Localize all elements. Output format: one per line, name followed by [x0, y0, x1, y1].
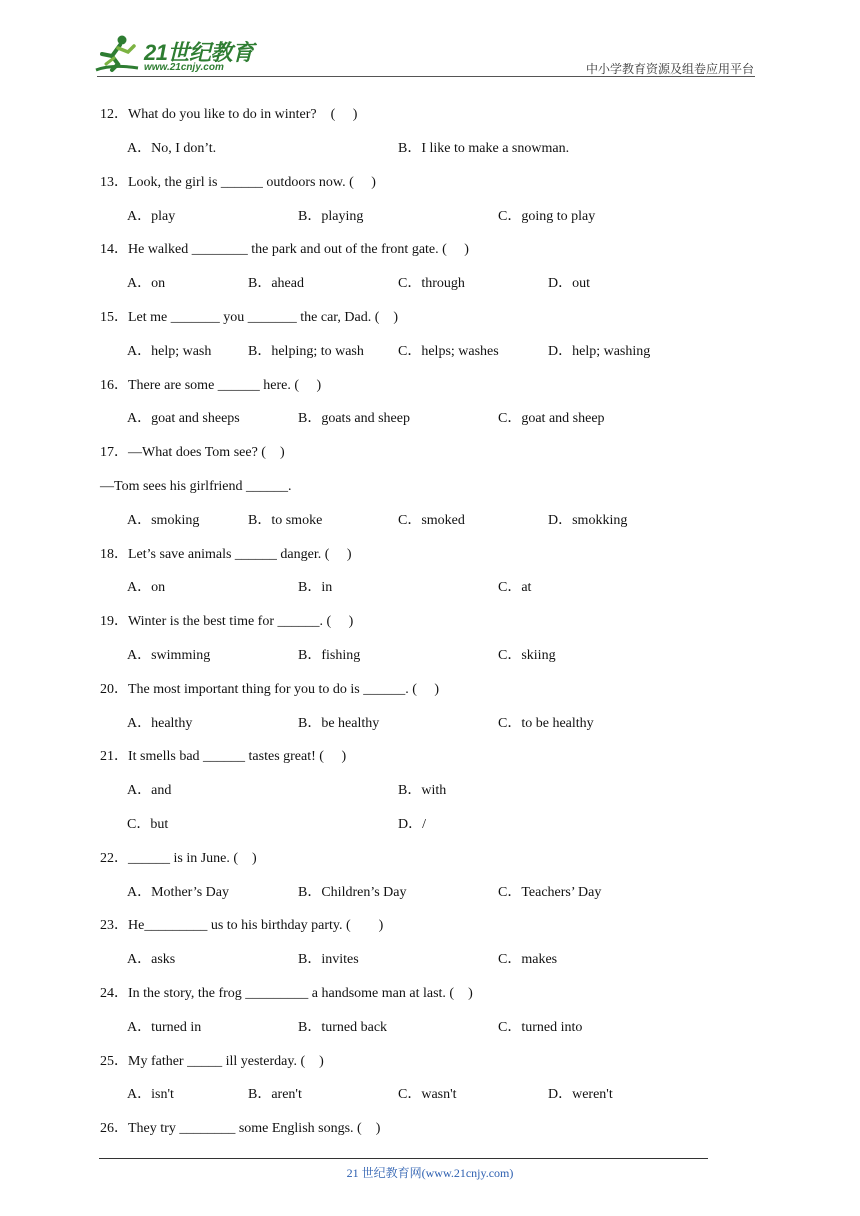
answer-option[interactable]: B．be healthy — [298, 716, 380, 731]
logo-title: 21世纪教育 — [144, 40, 254, 65]
question-text: 26．They try ________ some English songs. ( ) — [100, 1121, 381, 1136]
question-row — [0, 844, 860, 874]
options-row — [0, 709, 860, 739]
answer-option[interactable]: D．help; washing — [548, 344, 651, 359]
options-row — [0, 776, 860, 806]
runner-logo-icon — [92, 34, 142, 78]
answer-option[interactable]: C．helps; washes — [398, 344, 499, 359]
question-dialogue-line — [0, 472, 860, 502]
question-text: 16．There are some ______ here. ( ) — [100, 378, 322, 393]
answer-option[interactable]: D．out — [548, 276, 590, 291]
answer-option[interactable]: A．smoking — [127, 513, 200, 528]
footer-divider — [99, 1158, 708, 1159]
answer-option[interactable]: B．with — [398, 783, 447, 798]
question-row — [0, 438, 860, 468]
question-row — [0, 742, 860, 772]
options-row — [0, 810, 860, 840]
question-text: 20．The most important thing for you to do is ______. ( ) — [100, 682, 440, 697]
question-row — [0, 911, 860, 941]
header-platform-text: 中小学教育资源及组卷应用平台 — [585, 62, 754, 76]
answer-option[interactable]: B．invites — [298, 952, 359, 967]
question-row — [0, 371, 860, 401]
question-text: 19．Winter is the best time for ______. ( ) — [100, 614, 354, 629]
question-text: 21．It smells bad ______ tastes great! ( ) — [100, 749, 347, 764]
question-text: 17．—What does Tom see? ( ) — [100, 445, 285, 460]
question-row — [0, 303, 860, 333]
answer-option[interactable]: C．but — [127, 817, 169, 832]
answer-option[interactable]: B．playing — [298, 209, 364, 224]
question-text: 23．He_________ us to his birthday party. ( ) — [100, 918, 384, 933]
answer-option[interactable]: C．smoked — [398, 513, 465, 528]
options-row — [0, 269, 860, 299]
answer-option[interactable]: A．play — [127, 209, 176, 224]
question-row — [0, 100, 860, 130]
question-row — [0, 1047, 860, 1077]
answer-option[interactable]: B．to smoke — [248, 513, 323, 528]
options-row — [0, 573, 860, 603]
options-row — [0, 506, 860, 536]
answer-option[interactable]: C．turned into — [498, 1020, 583, 1035]
answer-option[interactable]: C．makes — [498, 952, 558, 967]
options-row — [0, 202, 860, 232]
options-row — [0, 945, 860, 975]
options-row — [0, 1080, 860, 1110]
question-row — [0, 979, 860, 1009]
options-row — [0, 337, 860, 367]
answer-option[interactable]: C．Teachers’ Day — [498, 885, 602, 900]
question-text: 22．______ is in June. ( ) — [100, 851, 257, 866]
header-divider — [97, 76, 755, 77]
answer-option[interactable]: D．weren't — [548, 1087, 613, 1102]
answer-option[interactable]: C．at — [498, 580, 532, 595]
options-row — [0, 878, 860, 908]
answer-option[interactable]: B．goats and sheep — [298, 411, 410, 426]
answer-option[interactable]: A．swimming — [127, 648, 211, 663]
options-row — [0, 641, 860, 671]
answer-option[interactable]: A．healthy — [127, 716, 193, 731]
answer-option[interactable]: C．through — [398, 276, 465, 291]
question-row — [0, 1114, 860, 1144]
question-text: 13．Look, the girl is ______ outdoors now. ( ) — [100, 175, 376, 190]
answer-option[interactable]: C．to be healthy — [498, 716, 594, 731]
answer-option[interactable]: A．help; wash — [127, 344, 212, 359]
question-row — [0, 675, 860, 705]
site-logo — [92, 34, 262, 78]
answer-option[interactable]: D．/ — [398, 817, 426, 832]
answer-option[interactable]: B．I like to make a snowman. — [398, 141, 570, 156]
answer-option[interactable]: B．Children’s Day — [298, 885, 407, 900]
answer-option[interactable]: A．on — [127, 580, 166, 595]
page-header — [0, 0, 860, 90]
question-row — [0, 540, 860, 570]
answer-option[interactable]: B．in — [298, 580, 333, 595]
answer-option[interactable]: C．goat and sheep — [498, 411, 605, 426]
question-row — [0, 235, 860, 265]
answer-option[interactable]: A．Mother’s Day — [127, 885, 230, 900]
answer-option[interactable]: B．turned back — [298, 1020, 388, 1035]
question-text: 12．What do you like to do in winter? ( ) — [100, 107, 358, 122]
answer-option[interactable]: A．on — [127, 276, 166, 291]
answer-option[interactable]: C．wasn't — [398, 1087, 457, 1102]
question-row — [0, 168, 860, 198]
logo-url: www.21cnjy.com — [144, 62, 224, 73]
answer-option[interactable]: B．fishing — [298, 648, 361, 663]
question-text: 15．Let me _______ you _______ the car, Dad. ( ) — [100, 310, 399, 325]
question-text: 18．Let’s save animals ______ danger. ( ) — [100, 547, 352, 562]
question-row — [0, 607, 860, 637]
answer-option[interactable]: C．going to play — [498, 209, 596, 224]
options-row — [0, 404, 860, 434]
question-extra-text: —Tom sees his girlfriend ______. — [100, 479, 292, 494]
answer-option[interactable]: A．turned in — [127, 1020, 202, 1035]
answer-option[interactable]: A．and — [127, 783, 172, 798]
answer-option[interactable]: A．isn't — [127, 1087, 174, 1102]
answer-option[interactable]: B．aren't — [248, 1087, 302, 1102]
answer-option[interactable]: A．No, I don’t. — [127, 141, 217, 156]
question-text: 14．He walked ________ the park and out of the front gate. ( ) — [100, 242, 469, 257]
answer-option[interactable]: A．asks — [127, 952, 176, 967]
answer-option[interactable]: D．smokking — [548, 513, 628, 528]
question-text: 24．In the story, the frog _________ a handsome man at last. ( ) — [100, 986, 473, 1001]
answer-option[interactable]: B．ahead — [248, 276, 304, 291]
options-row — [0, 1013, 860, 1043]
answer-option[interactable]: B．helping; to wash — [248, 344, 364, 359]
answer-option[interactable]: A．goat and sheeps — [127, 411, 240, 426]
answer-option[interactable]: C．skiing — [498, 648, 556, 663]
question-text: 25．My father _____ ill yesterday. ( ) — [100, 1054, 324, 1069]
footer-text: 21 世纪教育网(www.21cnjy.com) — [346, 1166, 514, 1180]
options-row — [0, 134, 860, 164]
